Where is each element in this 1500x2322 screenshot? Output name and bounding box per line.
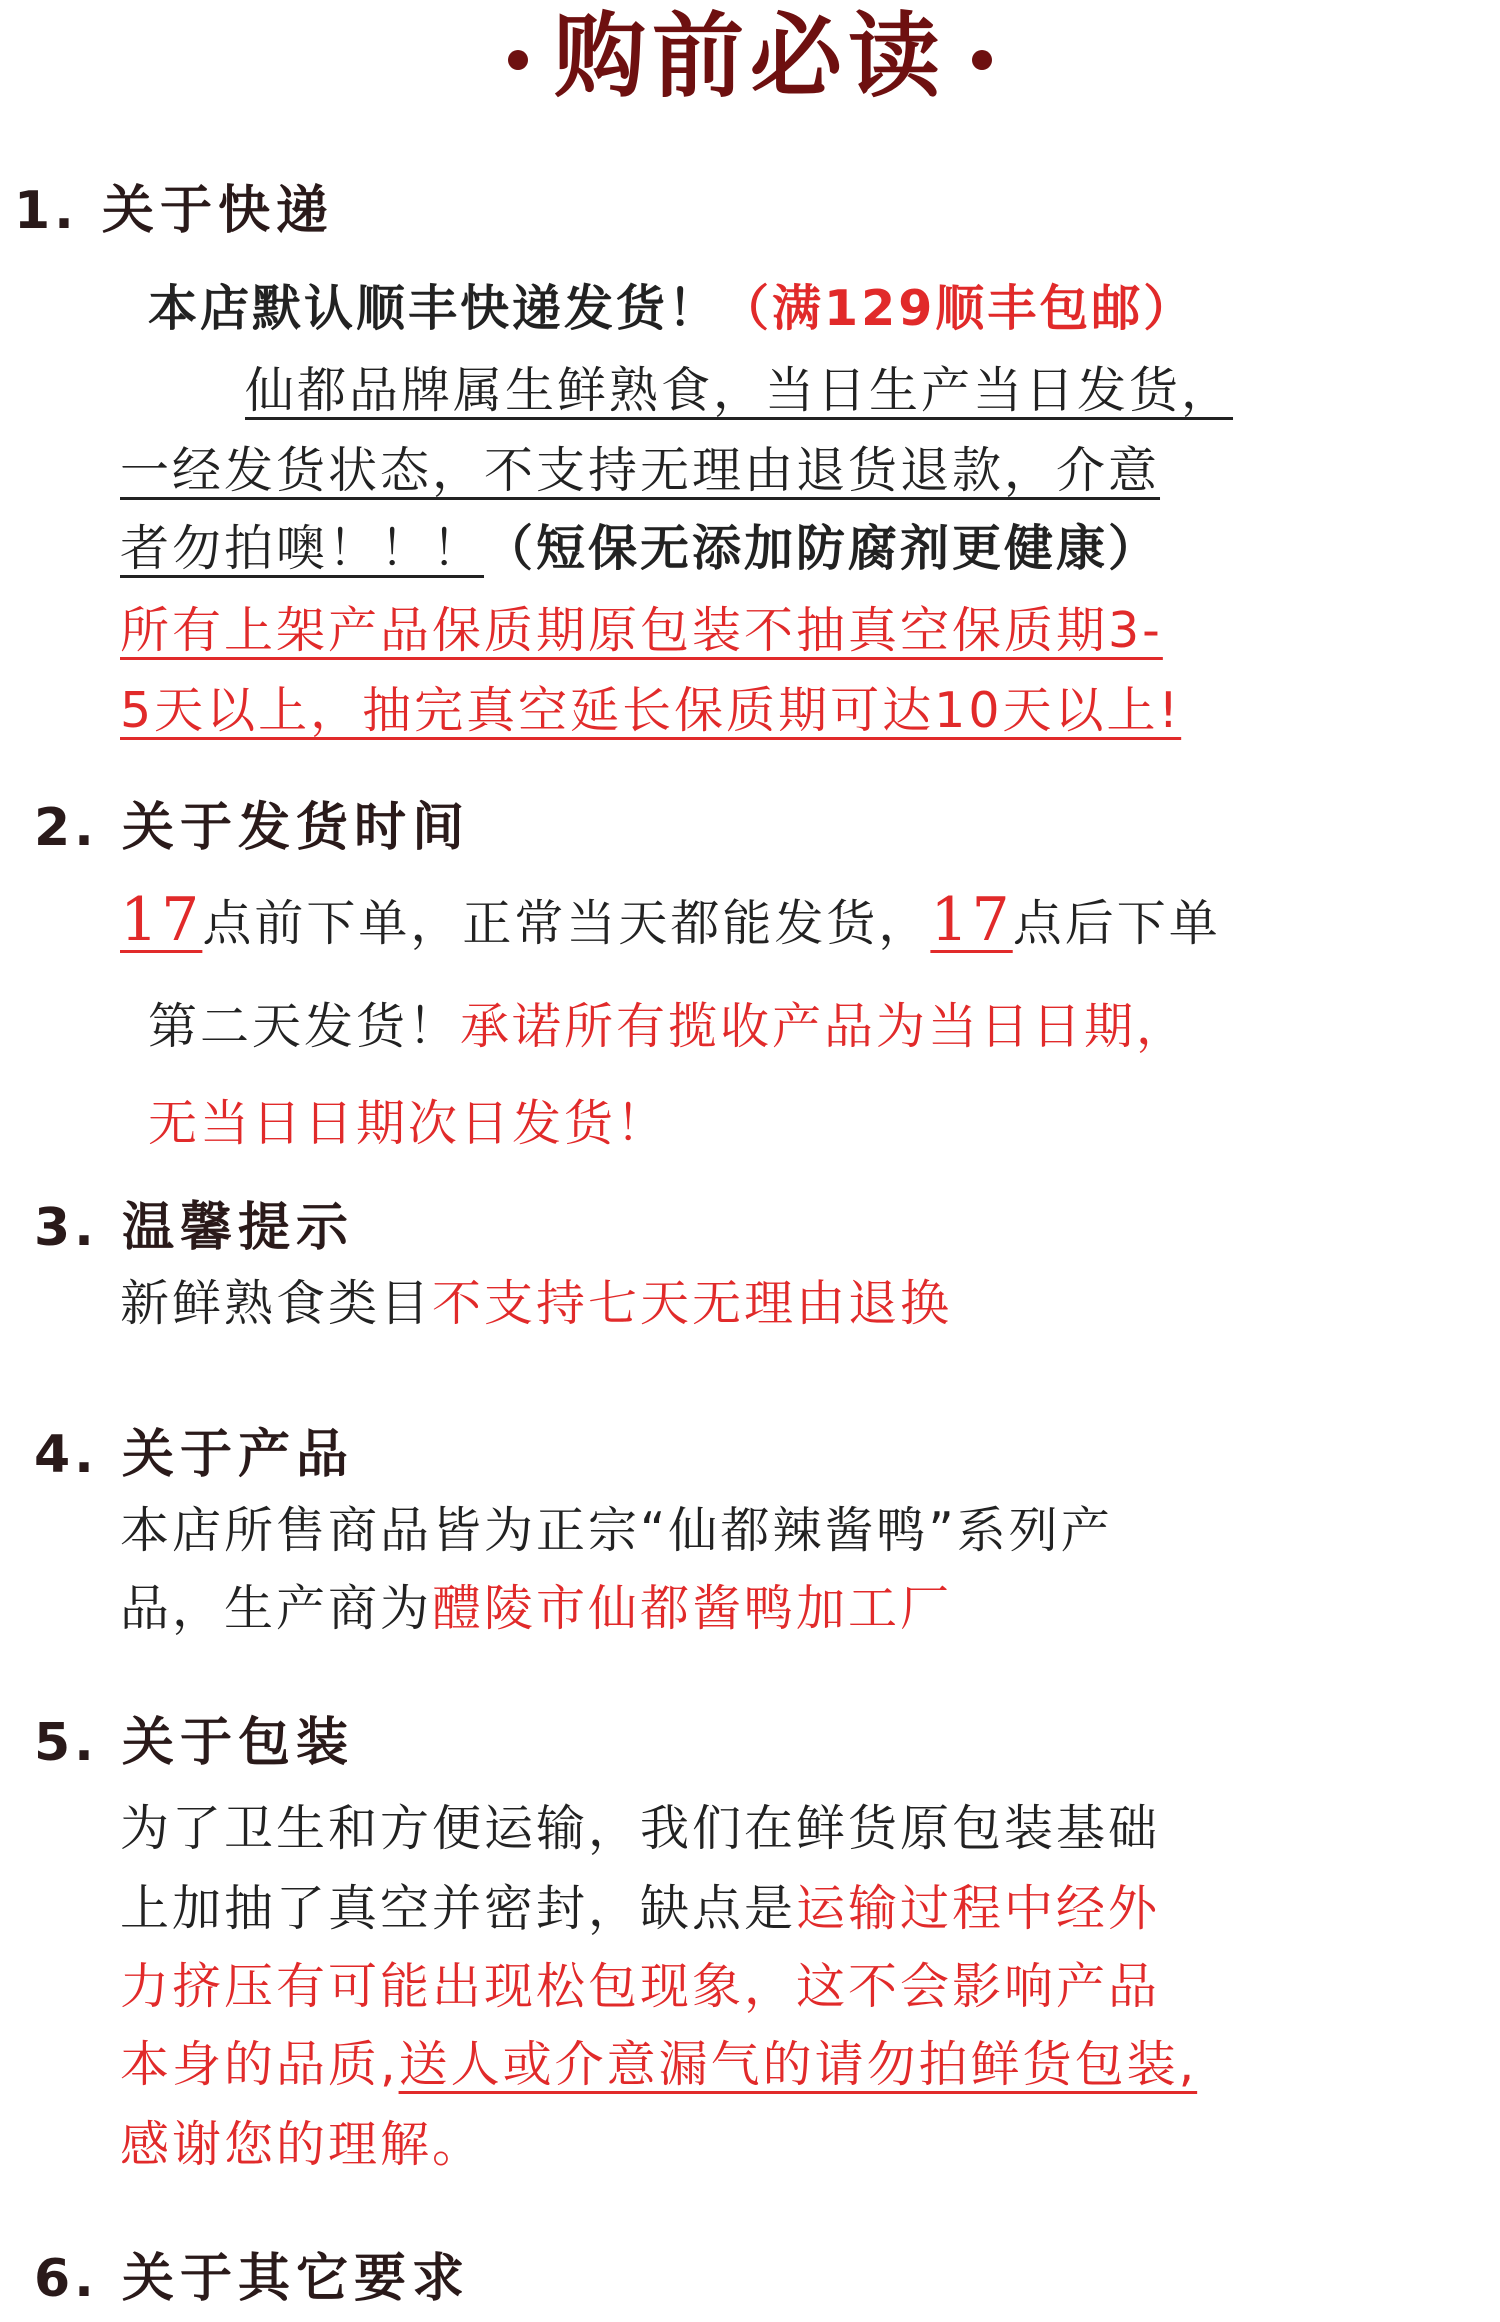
s5-line4	[120, 2026, 1197, 2096]
s5-vacuum-sealed: 上加抽了真空并密封，缺点是	[120, 1880, 797, 1937]
s1-line5: 所有上架产品保质期原包装不抽真空保质期3-	[120, 602, 1163, 659]
section-1-heading	[14, 168, 334, 243]
section-2-title: 关于发货时间	[122, 798, 471, 858]
s2-after-cutoff: 点后下单	[1012, 895, 1221, 952]
section-4-title: 关于产品	[122, 1425, 355, 1485]
s1-line3: 一经发货状态，不支持无理由退货退款，介意	[120, 442, 1161, 499]
s5-line5: 感谢您的理解。	[120, 2116, 485, 2173]
s1-line1	[148, 270, 1195, 340]
section-3-heading	[34, 1185, 354, 1260]
s5-transport-note: 运输过程中经外	[796, 1880, 1161, 1937]
s1-line6: 5天以上，抽完真空延长保质期可达10天以上!	[120, 682, 1182, 739]
s2-next-day: 第二天发货！	[148, 998, 461, 1055]
section-6-number: 6.	[34, 2249, 98, 2309]
section-3-number: 3.	[34, 1198, 98, 1258]
section-4-heading	[34, 1412, 354, 1487]
section-3-title: 温馨提示	[122, 1198, 355, 1258]
s5-gift-warning: 送人或介意漏气的请勿拍鲜货包装,	[398, 2036, 1198, 2093]
section-4-number: 4.	[34, 1425, 98, 1485]
s1-free-shipping-note: （满129顺丰包邮）	[720, 280, 1196, 337]
s4-producer-label: 品，生产商为	[120, 1580, 433, 1637]
s2-line1	[120, 885, 1221, 955]
s1-caution: 者勿拍噢！！！	[120, 520, 485, 577]
title-dot-right	[972, 50, 992, 70]
title-text: 购前必读	[553, 2, 946, 110]
s1-no-preservatives: （短保无添加防腐剂更健康）	[484, 520, 1161, 577]
s4-line2	[120, 1570, 952, 1640]
s2-cutoff-hour-2: 17	[930, 885, 1013, 955]
s2-line3: 无当日日期次日发货！	[148, 1095, 669, 1152]
section-2-number: 2.	[34, 798, 98, 858]
s3-line1	[120, 1265, 952, 1335]
s1-line2: 仙都品牌属生鲜熟食，当日生产当日发货，	[245, 362, 1234, 419]
s5-line3: 力挤压有可能出现松包现象，这不会影响产品	[120, 1958, 1161, 2015]
s4-line1: 本店所售商品皆为正宗“仙都辣酱鸭”系列产	[120, 1502, 1113, 1559]
section-6-heading	[34, 2236, 470, 2311]
section-6-title: 关于其它要求	[122, 2249, 471, 2309]
s5-line1: 为了卫生和方便运输，我们在鲜货原包装基础	[120, 1800, 1161, 1857]
s3-no-return: 不支持七天无理由退换	[432, 1275, 953, 1332]
s2-before-cutoff: 点前下单，正常当天都能发货，	[202, 895, 931, 952]
section-2-heading	[34, 785, 470, 860]
s2-line2	[148, 988, 1188, 1058]
s2-cutoff-hour-1: 17	[120, 885, 203, 955]
s2-date-promise: 承诺所有揽收产品为当日日期，	[460, 998, 1189, 1055]
page-title	[0, 0, 1500, 112]
s4-producer-name: 醴陵市仙都酱鸭加工厂	[432, 1580, 953, 1637]
section-5-heading	[34, 1700, 354, 1775]
s5-line2	[120, 1870, 1160, 1940]
title-dot-left	[508, 50, 528, 70]
section-1-title: 关于快递	[102, 181, 335, 241]
s1-line4	[120, 510, 1160, 580]
section-5-number: 5.	[34, 1713, 98, 1773]
s3-category: 新鲜熟食类目	[120, 1275, 433, 1332]
section-5-title: 关于包装	[122, 1713, 355, 1773]
s1-default-courier: 本店默认顺丰快递发货！	[148, 280, 721, 337]
s5-quality: 本身的品质,	[120, 2036, 399, 2093]
section-1-number: 1.	[14, 181, 78, 241]
